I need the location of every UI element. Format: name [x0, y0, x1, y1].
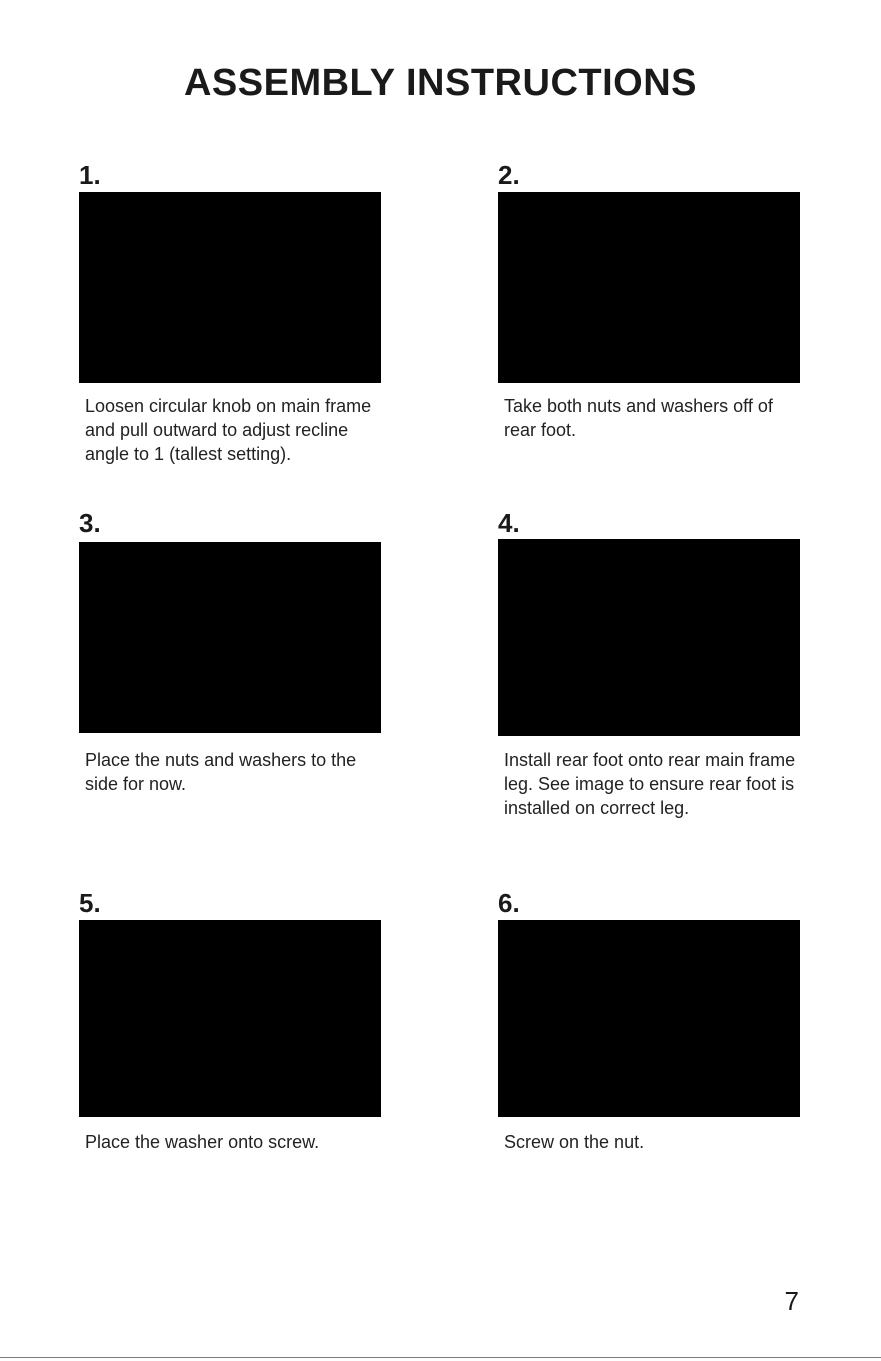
step-number: 6.: [498, 888, 520, 918]
step-text: Place the nuts and washers to the side for now.: [85, 750, 357, 794]
step-text: Screw on the nut.: [504, 1132, 645, 1152]
step-text: Take both nuts and washers off of rear foot.: [504, 396, 773, 440]
step-text: Place the washer onto screw.: [85, 1132, 320, 1152]
step-number: 3.: [79, 508, 101, 538]
page-number: 7: [784, 1286, 799, 1316]
step-number: 4.: [498, 508, 520, 538]
step-image: [79, 542, 381, 733]
page-title: ASSEMBLY INSTRUCTIONS: [183, 62, 698, 104]
step-image: [498, 192, 800, 383]
step-number: 2.: [498, 160, 520, 190]
step-image: [79, 920, 381, 1117]
step-number: 5.: [79, 888, 101, 918]
step-image: [498, 539, 800, 736]
step-number: 1.: [79, 160, 101, 190]
step-text: Loosen circular knob on main frame and pull outward to adjust recline angle to 1 (tallest setting).: [85, 396, 372, 464]
step-text: Install rear foot onto rear main frame leg. See image to ensure rear foot is installed on correct leg.: [504, 750, 796, 818]
step-image: [79, 192, 381, 383]
step-image: [498, 920, 800, 1117]
bottom-rule: [0, 1357, 881, 1358]
